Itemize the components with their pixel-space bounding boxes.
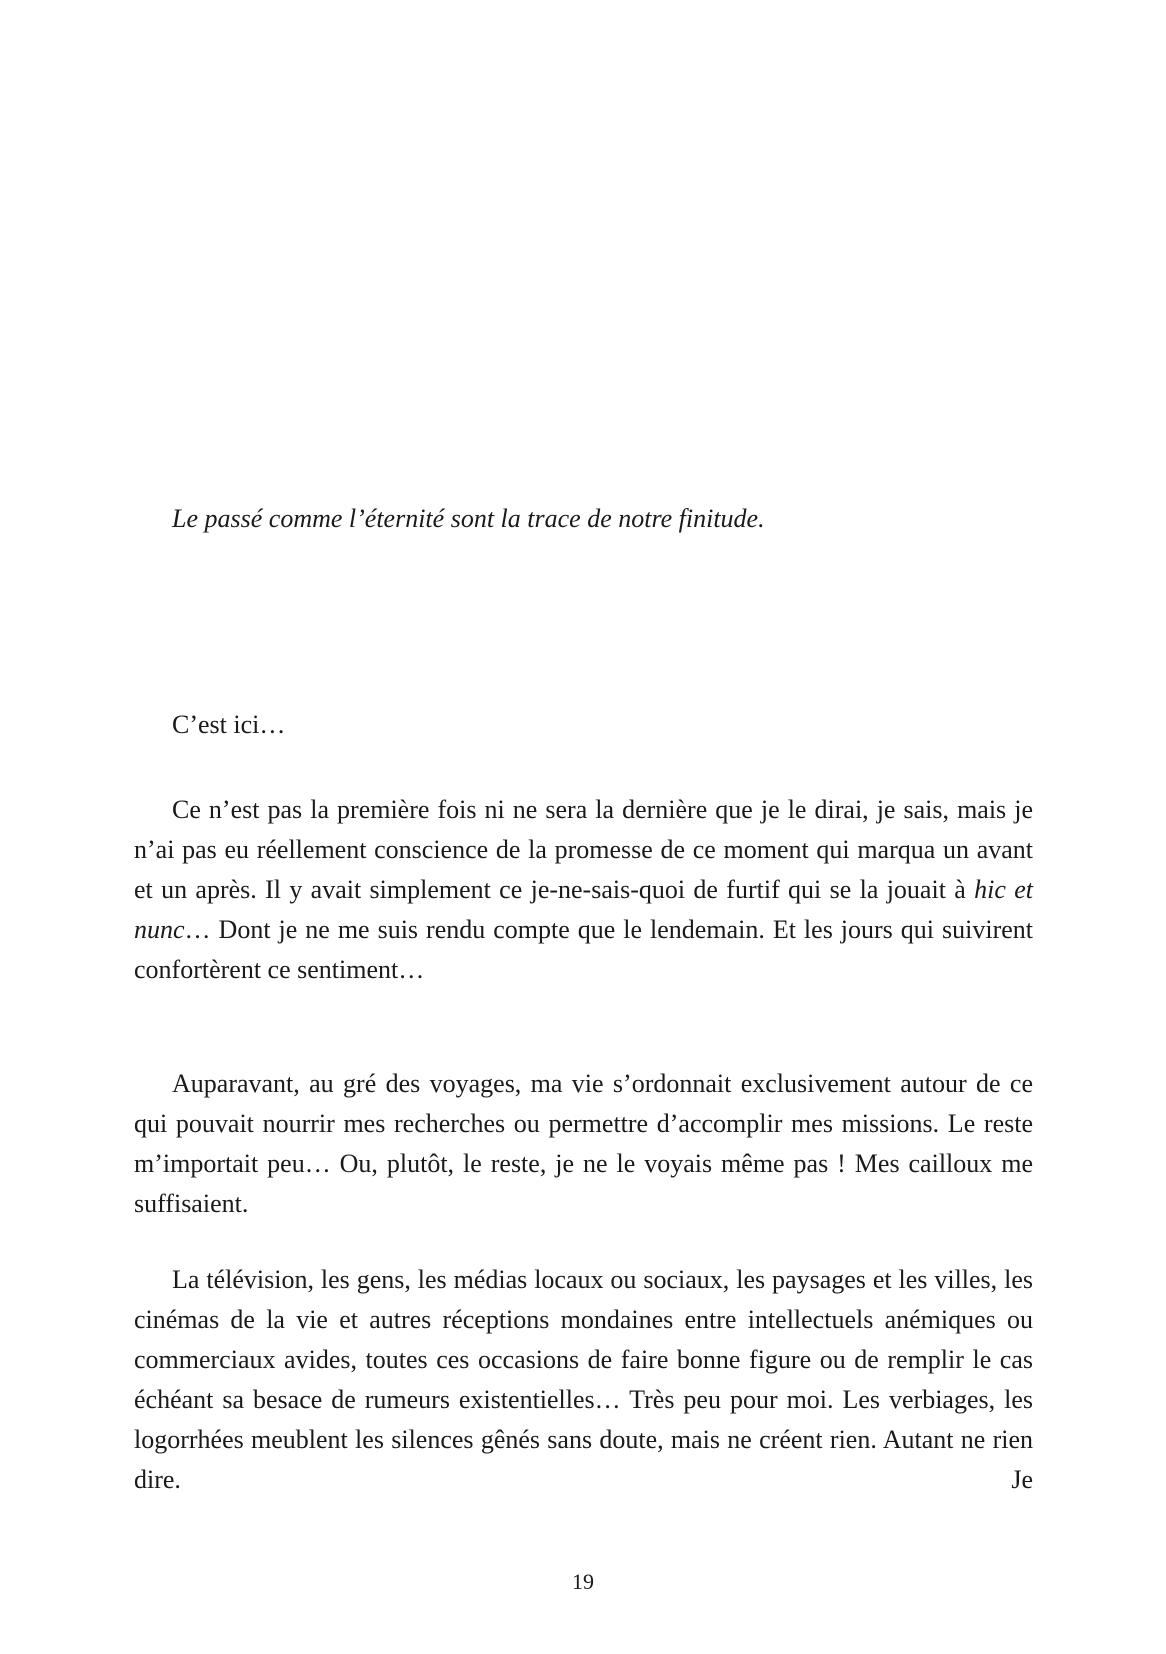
opening-line: C’est ici… xyxy=(172,710,286,739)
paragraph-1-text-end: … Dont je ne me suis rendu compte que le lendemain. Et les jours qui suivirent confortèrent ce sentiment… xyxy=(134,915,1033,984)
paragraph-1-italic-phrase: hic et nunc xyxy=(134,875,1033,944)
paragraph-2: Auparavant, au gré des voyages, ma vie s’ordonnait exclusivement autour de ce qui pouvait nourrir mes recherches ou permettre d’accomplir mes missions. Le reste m’importait peu… Ou, plutôt, le reste, je ne le voyais même pas ! Mes cailloux me suffisaient. xyxy=(134,1069,1033,1218)
paragraph-3 xyxy=(134,1260,1033,1500)
paragraph-1 xyxy=(134,790,1033,990)
paragraph-3-text: La télévision, les gens, les médias locaux ou sociaux, les paysages et les villes, les cinémas de la vie et autres réceptions mondaines entre intellectuels anémiques ou commerciaux avides, toutes ces occasions de faire bonne figure ou de remplir le cas échéant sa besace de rumeurs existentielles… Très peu pour moi. Les verbiages, les logorrhées meublent les silences gênés sans doute, mais ne créent rien. Autant ne rien dire. Je xyxy=(134,1265,1033,1494)
epigraph: Le passé comme l’éternité sont la trace de notre finitude. xyxy=(172,504,765,533)
paragraph-1-text-start: Ce n’est pas la première fois ni ne sera la dernière que je le dirai, je sais, mais je n’ai pas eu réellement conscience de la promesse de ce moment qui marqua un avant et un après. Il y avait simplement ce je-ne-sais-quoi de furtif qui se la jouait à xyxy=(134,795,1033,904)
page-number: 19 xyxy=(572,1569,594,1594)
